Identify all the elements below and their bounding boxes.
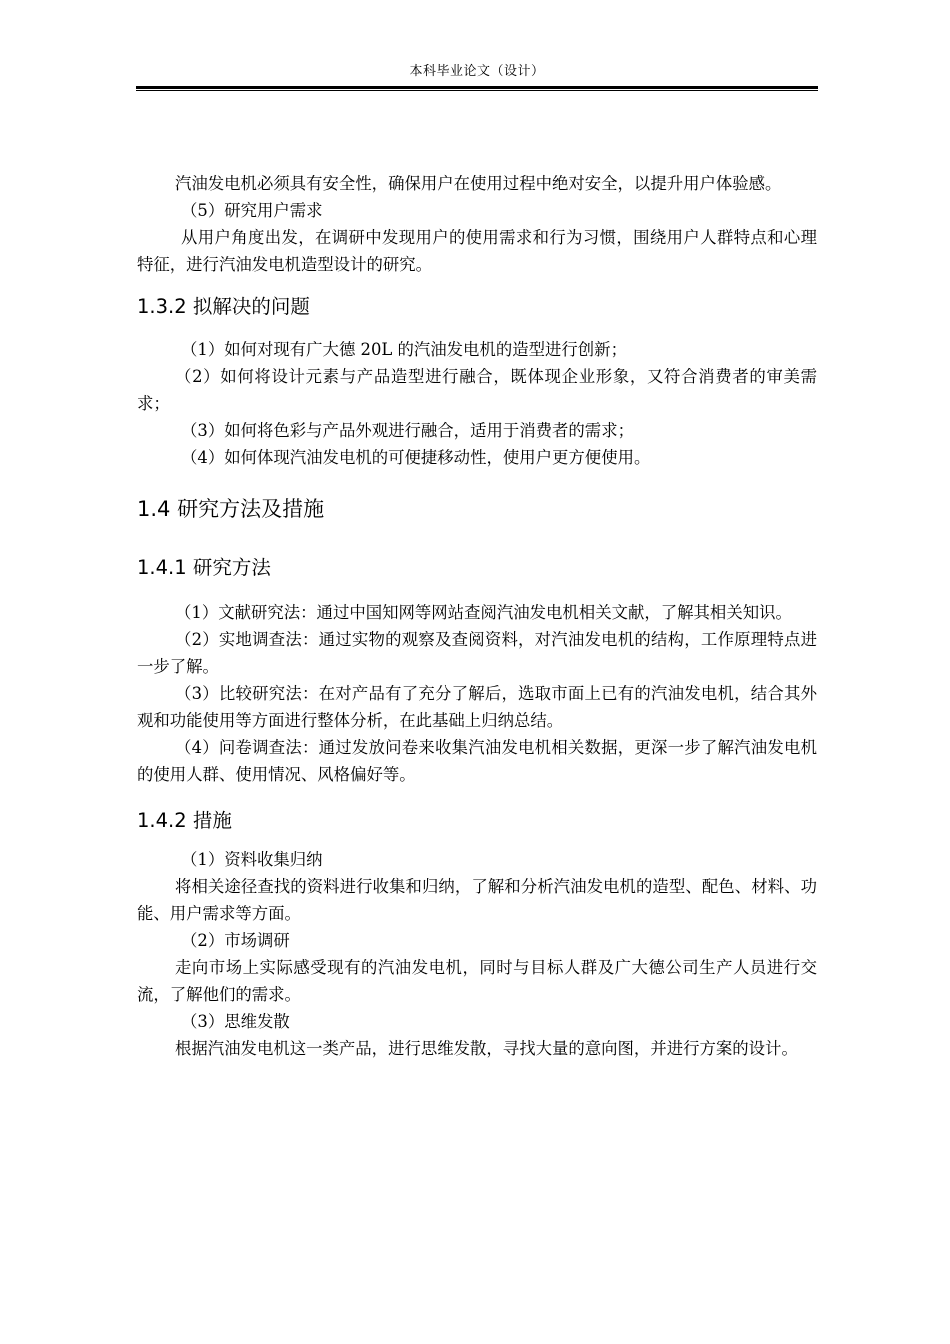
subsection-heading: 1.4.2 措施 [137, 809, 232, 832]
paragraph: （2）市场调研 [181, 931, 290, 950]
paragraph: （1）如何对现有广大德 20L 的汽油发电机的造型进行创新； [181, 340, 627, 359]
paragraph: 将相关途径查找的资料进行收集和归纳，了解和分析汽油发电机的造型、配色、材料、功能、用户需求等方面。 [137, 877, 817, 923]
paragraph: 汽油发电机必须具有安全性，确保用户在使用过程中绝对安全，以提升用户体验感。 [175, 174, 782, 193]
paragraph: （3）如何将色彩与产品外观进行融合，适用于消费者的需求； [181, 421, 634, 440]
paragraph: （3）比较研究法：在对产品有了充分了解后，选取市面上已有的汽油发电机，结合其外观和功能使用等方面进行整体分析，在此基础上归纳总结。 [137, 684, 817, 730]
page-header: 本科毕业论文（设计） [409, 64, 545, 79]
paragraph: （2）实地调查法：通过实物的观察及查阅资料，对汽油发电机的结构，工作原理特点进一步了解。 [137, 630, 817, 676]
paragraph: （5）研究用户需求 [181, 201, 323, 220]
header-rule-thin [136, 90, 818, 91]
paragraph: （2）如何将设计元素与产品造型进行融合，既体现企业形象，又符合消费者的审美需求； [137, 367, 817, 413]
section-heading: 1.4 研究方法及措施 [137, 497, 325, 521]
header-rule-thick [136, 86, 818, 89]
paragraph: （1）资料收集归纳 [181, 850, 323, 869]
paragraph: （4）如何体现汽油发电机的可便捷移动性，使用户更方便使用。 [181, 448, 651, 467]
paragraph: （4）问卷调查法：通过发放问卷来收集汽油发电机相关数据，更深一步了解汽油发电机的使用人群、使用情况、风格偏好等。 [137, 738, 817, 784]
paragraph: 从用户角度出发，在调研中发现用户的使用需求和行为习惯，围绕用户人群特点和心理特征，进行汽油发电机造型设计的研究。 [137, 228, 817, 274]
subsection-heading: 1.3.2 拟解决的问题 [137, 295, 310, 318]
paragraph: （1）文献研究法：通过中国知网等网站查阅汽油发电机相关文献，了解其相关知识。 [175, 603, 792, 622]
subsection-heading: 1.4.1 研究方法 [137, 556, 271, 579]
document-body [137, 170, 817, 1062]
paragraph: 根据汽油发电机这一类产品，进行思维发散，寻找大量的意向图，并进行方案的设计。 [175, 1039, 798, 1058]
paragraph: （3）思维发散 [181, 1012, 290, 1031]
paragraph: 走向市场上实际感受现有的汽油发电机，同时与目标人群及广大德公司生产人员进行交流，了解他们的需求。 [137, 958, 817, 1004]
